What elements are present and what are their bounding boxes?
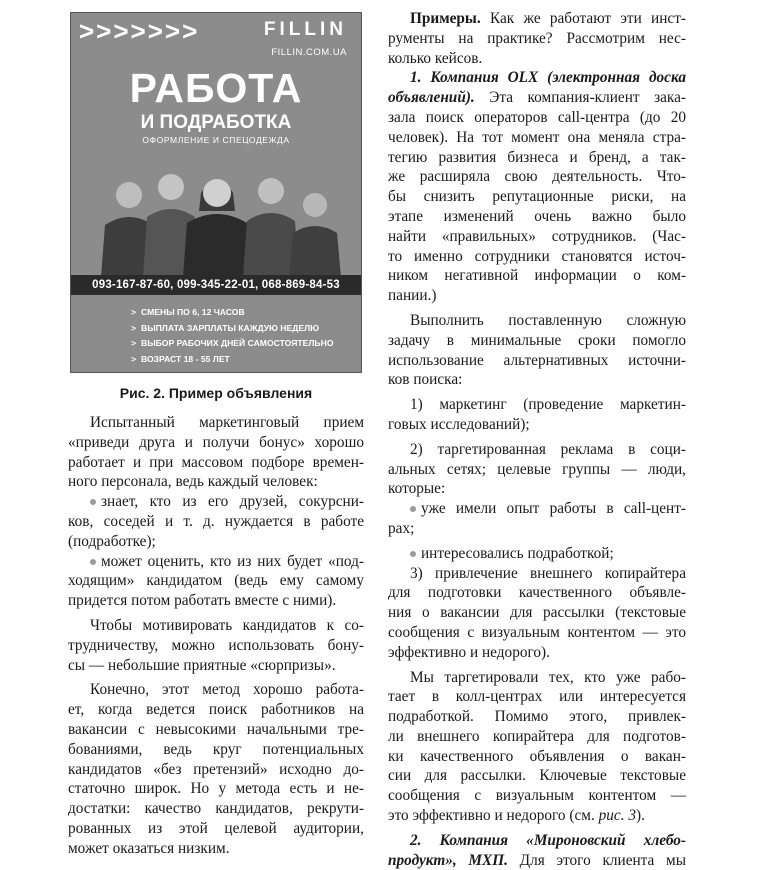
text-line: Чтобы мотивировать кандидатов к со- [90, 616, 364, 634]
text-line: говых исследований); [388, 415, 530, 433]
text-line: эффективно и недорого). [388, 643, 550, 661]
text-line: рованных из этой целевой аудитории, [68, 819, 364, 837]
text-line: ки качественного объявления о вакан- [388, 747, 686, 765]
text-line: бованиями, ведь круг потенциальных [68, 740, 364, 758]
ad-subtitle: И ПОДРАБОТКА [140, 112, 292, 133]
ad-bullet: > ВЫБОР РАБОЧИХ ДНЕЙ САМОСТОЯТЕЛЬНО [131, 336, 334, 352]
text-line: вакансии с невысокими начальными тре- [68, 720, 364, 738]
ad-header [71, 13, 361, 57]
text-line: ков поиска: [388, 371, 463, 389]
ad-bullet-list [131, 305, 334, 367]
ad-phone-numbers: 093-167-87-60, 099-345-22-01, 068-869-84-53 [71, 275, 361, 295]
ad-bullet: > ВЫПЛАТА ЗАРПЛАТЫ КАЖДУЮ НЕДЕЛЮ [131, 321, 334, 337]
text-line: «приведи друга и получи бонус» хорошо [68, 433, 364, 451]
text-line: человек). На тот момент она меняла стра- [388, 128, 686, 146]
ad-arrows-decoration: >>>>>>> [79, 16, 200, 46]
text-line: бы снизить репутационные риски, на [388, 188, 686, 206]
job-ad-image [70, 12, 362, 373]
bullet-item: знает, кто из его друзей, сокурсни- [68, 492, 364, 512]
text-line: которые: [388, 480, 446, 498]
text-line: задачу в минимальные сроки помогло [388, 331, 686, 349]
chevron-right-icon: > [131, 307, 137, 317]
text-line: сообщения с визуальным контентом — это [388, 623, 686, 641]
bullet-item: уже имели опыт работы в call-цент- [388, 499, 686, 519]
text-line: альных сетях; целевые группы — люди, [388, 460, 686, 478]
text-line: работает и при массовом подборе времен- [68, 453, 364, 471]
ad-title: РАБОТА [129, 65, 303, 111]
ad-workers-photo [71, 153, 362, 277]
bullet-item: интересовались подработкой; [388, 544, 686, 564]
case-heading: 2. Компания «Мироновский хлебо- [410, 831, 686, 849]
text-line: ходящим» кандидатом (ведь ему самому [68, 572, 364, 590]
text-line: пании.) [388, 287, 437, 305]
text-line: рументы на практике? Рассмотрим нес- [388, 29, 686, 47]
ad-bullet: > ВОЗРАСТ 18 - 55 ЛЕТ [131, 352, 334, 368]
case-heading: 1. Компания OLX (электронная доска [410, 69, 686, 87]
text-line: это эффективно и недорого (см. рис. 3). [388, 807, 645, 825]
list-item: 1) маркетинг (проведение маркетин- [410, 396, 686, 414]
text-line: для подготовки качественного объявле- [388, 584, 686, 602]
text-line: ков, соседей и т. д. нуждается в работе [68, 512, 364, 530]
text-line: сии для рассылки. Ключевые текстовые [388, 767, 686, 785]
text-line: объявлений). Эта компания-клиент зака- [388, 89, 686, 107]
figure-caption: Рис. 2. Пример объявления [119, 385, 313, 401]
text-line: придется потом работать вместе с ними). [68, 592, 337, 610]
ad-domain: FILLIN.COM.UA [271, 47, 347, 58]
ad-tagline: ОФОРМЛЕНИЕ И СПЕЦОДЕЖДА [142, 135, 290, 145]
bullet-dot-icon [410, 551, 416, 557]
text-line: ет, когда ведется поиск работников на [68, 701, 364, 719]
text-line: рах; [388, 519, 415, 537]
text-line: Выполнить поставленную сложную [410, 311, 686, 329]
text-line: этапе изменений очень важно было [388, 207, 686, 225]
chevron-right-icon: > [131, 338, 137, 348]
text-line: ником негативной информации о ком- [388, 267, 686, 285]
bullet-dot-icon [410, 506, 416, 512]
text-line: продукт», МХП. Для этого клиента мы [388, 851, 686, 869]
figure-reference: рис. 3 [598, 807, 636, 825]
section-label: Примеры. [410, 10, 481, 27]
bullet-item: может оценить, кто из них будет «под- [68, 552, 364, 572]
text-line: колько кейсов. [388, 49, 483, 67]
text-line: Примеры. Как же работают эти инст- [410, 10, 687, 27]
chevron-right-icon: > [131, 322, 137, 333]
text-line: кандидатов «без претензий» исходно до- [68, 760, 364, 778]
text-line: зала поиск операторов call-центра (до 20 [388, 108, 686, 126]
text-line: то именно сотрудники становятся источ- [388, 247, 686, 265]
text-line: подработкой. Помимо этого, привлек- [388, 708, 686, 726]
text-line: ли внешнего копирайтера для подготов- [388, 727, 686, 745]
text-line: (подработке); [68, 532, 156, 550]
ad-bullet: > СМЕНЫ ПО 6, 12 ЧАСОВ [131, 305, 334, 321]
ad-brand-logo: FILLIN [263, 19, 347, 40]
text-line: статочно широк. Но у метода есть и не- [68, 780, 364, 798]
list-item: 3) привлечение внешнего копирайтера [410, 564, 686, 582]
text-line: Испытанный маркетинговый прием [90, 414, 364, 431]
text-line: достатки: качество кандидатов, рекрути- [68, 800, 364, 818]
text-line: сы — небольшие приятные «сюрпризы». [68, 656, 336, 674]
bullet-dot-icon [90, 559, 96, 565]
text-line: может оказаться низким. [68, 839, 230, 857]
list-item: 2) таргетированная реклама в соци- [410, 440, 686, 458]
text-line: же расширяла свою деятельность. Что- [388, 168, 686, 186]
bullet-dot-icon [90, 499, 96, 505]
text-line: найти «правильных» сотрудников. (Час- [388, 227, 686, 245]
text-line: ного персонала, ведь каждый человек: [68, 473, 318, 491]
right-column-text [388, 9, 686, 870]
chevron-right-icon: > [131, 353, 137, 364]
text-line: трудничеству, можно использовать бону- [68, 636, 364, 654]
text-line: Конечно, этот метод хорошо работа- [90, 681, 364, 699]
text-line: Мы таргетировали тех, кто уже рабо- [410, 668, 686, 686]
text-line: использование альтернативных источни- [388, 351, 686, 369]
text-line: тегию развития бизнеса и бренд, а так- [388, 148, 686, 166]
text-line: ния о вакансии для рассылки (текстовые [388, 604, 686, 622]
text-line: тает в колл-центрах или интересуется [388, 688, 686, 706]
text-line: сообщения с визуальным контентом — [388, 787, 686, 805]
left-column-text [68, 413, 364, 859]
